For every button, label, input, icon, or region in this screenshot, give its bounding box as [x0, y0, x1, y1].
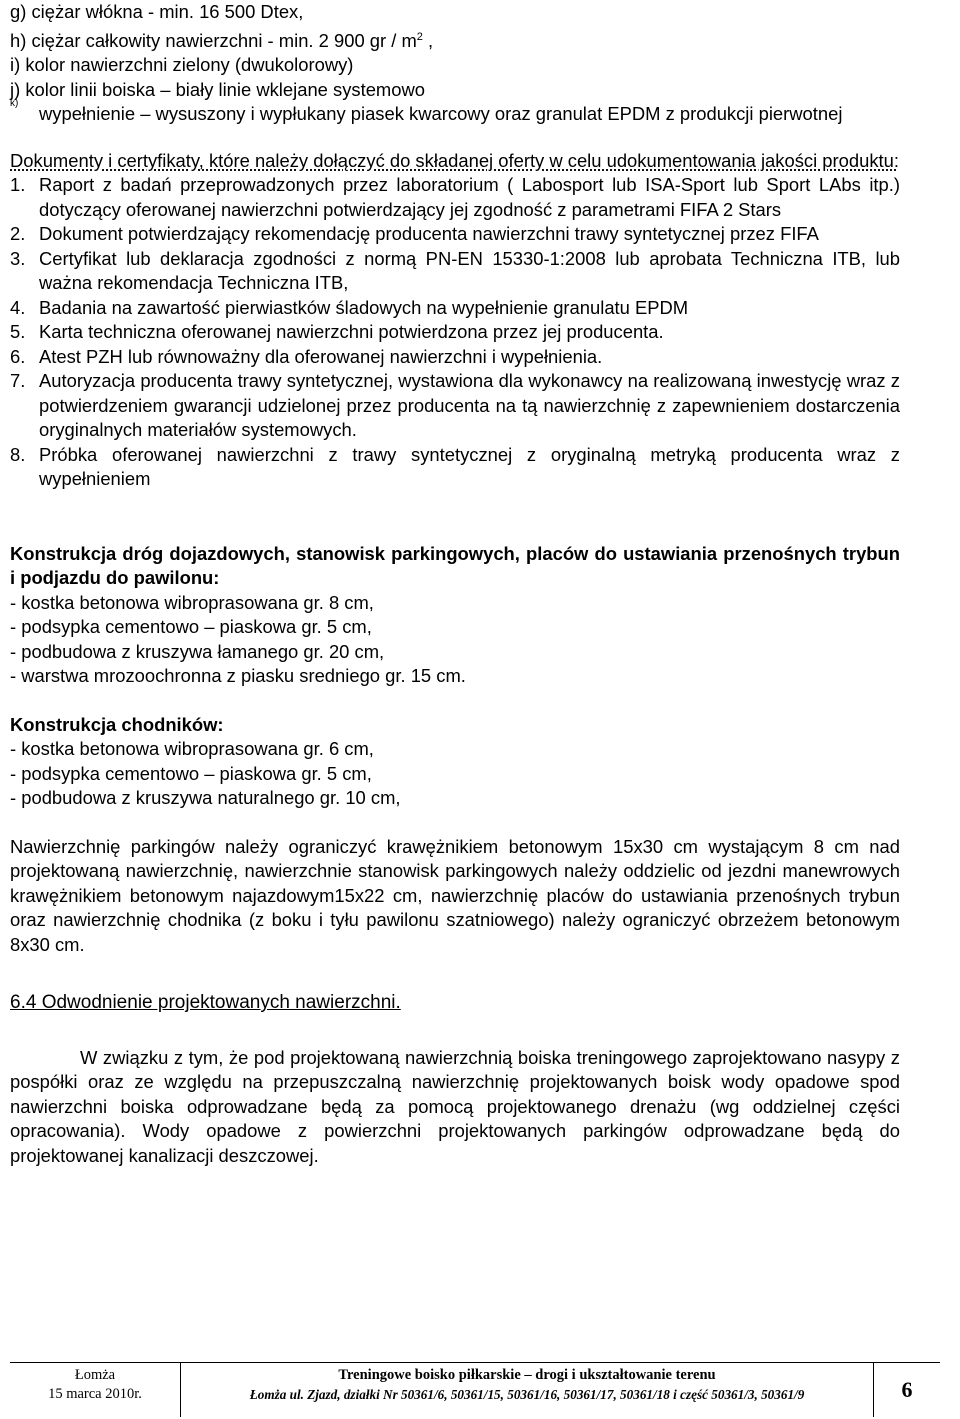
docs-list	[10, 173, 900, 492]
list-item-number: 3.	[10, 247, 26, 269]
list-item-text: Autoryzacja producenta trawy syntetycznej, wystawiona dla wykonawcy na realizowaną inwestycję wraz z potwierdzeniem gwarancji udzielonej przez producenta na tą nawierzchnię z zapewnieniem dostarczenia oryginalnych materiałów systemowych.	[39, 370, 900, 441]
list-item-text: Próbka oferowanej nawierzchni z trawy syntetycznej z oryginalną metryką producenta wraz z wypełnieniem	[39, 443, 900, 490]
sidewalks-construction-title: Konstrukcja chodników:	[10, 713, 224, 735]
spec-item-k	[10, 98, 900, 127]
list-item	[10, 320, 900, 345]
list-item-number: 6.	[10, 345, 26, 367]
list-item-number: 7.	[10, 370, 26, 392]
list-item-number: 1.	[10, 174, 26, 196]
spec-item-h-tail: ,	[422, 29, 434, 51]
document-page	[10, 0, 900, 1168]
roads-construction-title: Konstrukcja dróg dojazdowych, stanowisk parkingowych, placów do ustawiania przenośnych trybun i podjazdu do pawilonu:	[10, 542, 900, 589]
list-item	[10, 369, 900, 443]
roads-layer-line: - podbudowa z kruszywa łamanego gr. 20 cm,	[10, 640, 385, 662]
drainage-heading: 6.4 Odwodnienie projektowanych nawierzchni.	[10, 992, 401, 1014]
list-item-text: Dokument potwierdzający rekomendację producenta nawierzchni trawy syntetycznej przez FIFA	[39, 223, 819, 245]
footer-location-date	[10, 1363, 181, 1417]
list-item-text: Raport z badań przeprowadzonych przez laboratorium ( Labosport lub ISA-Sport lub Sport LAbs itp.) dotyczący oferowanej nawierzchni potwierdzający jej zgodność z parametrami FIFA 2 Stars	[39, 174, 900, 220]
spec-item-j: j) kolor linii boiska – biały linie wklejane systemowo	[10, 78, 425, 100]
list-item-number: 2.	[10, 223, 26, 245]
list-item	[10, 247, 900, 296]
list-item-text: Certyfikat lub deklaracja zgodności z normą PN-EN 15330-1:2008 lub aprobata Techniczna ITB, lub ważna rekomendacja Techniczna ITB,	[39, 247, 900, 294]
roads-layer-line: - warstwa mrozoochronna z piasku sredniego gr. 15 cm.	[10, 665, 466, 687]
spec-item-k-text: wypełnienie – wysuszony i wypłukany piasek kwarcowy oraz granulat EPDM z produkcji pierwotnej	[39, 103, 843, 125]
spec-item-h-text: h) ciężar całkowity nawierzchni - min. 2 900 gr / m	[10, 29, 417, 51]
list-item	[10, 173, 900, 222]
roads-layer-line: - kostka betonowa wibroprasowana gr. 8 cm,	[10, 591, 374, 613]
spec-item-i: i) kolor nawierzchni zielony (dwukolorowy)	[10, 54, 354, 76]
sidewalks-layer-line: - podbudowa z kruszywa naturalnego gr. 10 cm,	[10, 787, 401, 809]
docs-heading: Dokumenty i certyfikaty, które należy dołączyć do składanej oferty w celu udokumentowania jakości produktu:	[10, 149, 899, 171]
drainage-paragraph: W związku z tym, że pod projektowaną nawierzchnią boiska treningowego zaprojektowano nasypy z pospółki oraz ze względu na przepuszczalną nawierzchnię projektowanych boisk wody opadowe spod nawierzchni boiska odprowadzane będą za pomocą projektowanego drenażu (wg oddzielnej części opracowania). Wody opadowe z powierzchni projektowanych parkingów odprowadzane będą do projektowanej kanalizacji deszczowej.	[10, 1046, 900, 1166]
list-item	[10, 222, 900, 247]
list-item-number: 5.	[10, 321, 26, 343]
spec-item-h	[10, 25, 900, 54]
spec-item-k-marker: k)	[10, 98, 19, 110]
list-item-number: 4.	[10, 296, 26, 318]
sidewalks-layer-line: - kostka betonowa wibroprasowana gr. 6 cm,	[10, 738, 374, 760]
footer-project-info	[181, 1363, 874, 1417]
roads-layer-line: - podsypka cementowo – piaskowa gr. 5 cm,	[10, 616, 372, 638]
list-item	[10, 345, 900, 370]
footer-city: Łomża	[74, 1367, 116, 1383]
list-item	[10, 443, 900, 492]
parking-paragraph: Nawierzchnię parkingów należy ograniczyć krawężnikiem betonowym 15x30 cm wystającym 8 cm nad projektowaną nawierzchnię, nawierzchnie stanowisk parkingowych należy oddzielic od jezdni manewrowych krawężnikiem betonowym najazdowym15x22 cm, nawierzchnię placów do ustawiania przenośnych trybun oraz nawierzchnię chodnika (z boku i tyłu pawilonu szatniowego) należy ograniczyć obrzeżem betonowym 8x30 cm.	[10, 835, 900, 955]
list-item-text: Karta techniczna oferowanej nawierzchni potwierdzona przez jej producenta.	[39, 321, 664, 343]
list-item-text: Atest PZH lub równoważny dla oferowanej nawierzchni i wypełnienia.	[39, 345, 603, 367]
page-footer	[10, 1362, 940, 1417]
footer-page-number: 6	[901, 1376, 913, 1402]
footer-project-address: Łomża ul. Zjazd, działki Nr 50361/6, 50361/15, 50361/16, 50361/17, 50361/18 i część 50361/3, 50361/9	[249, 1387, 805, 1402]
list-item	[10, 296, 900, 321]
spec-item-h-superscript: 2	[416, 30, 423, 43]
list-item-number: 8.	[10, 443, 26, 465]
list-item-text: Badania na zawartość pierwiastków śladowych na wypełnienie granulatu EPDM	[39, 296, 689, 318]
sidewalks-layer-line: - podsypka cementowo – piaskowa gr. 5 cm,	[10, 762, 372, 784]
footer-date: 15 marca 2010r.	[48, 1386, 142, 1402]
spec-item-g: g) ciężar włókna - min. 16 500 Dtex,	[10, 1, 304, 22]
footer-project-title: Treningowe boisko piłkarskie – drogi i ukształtowanie terenu	[338, 1367, 716, 1383]
